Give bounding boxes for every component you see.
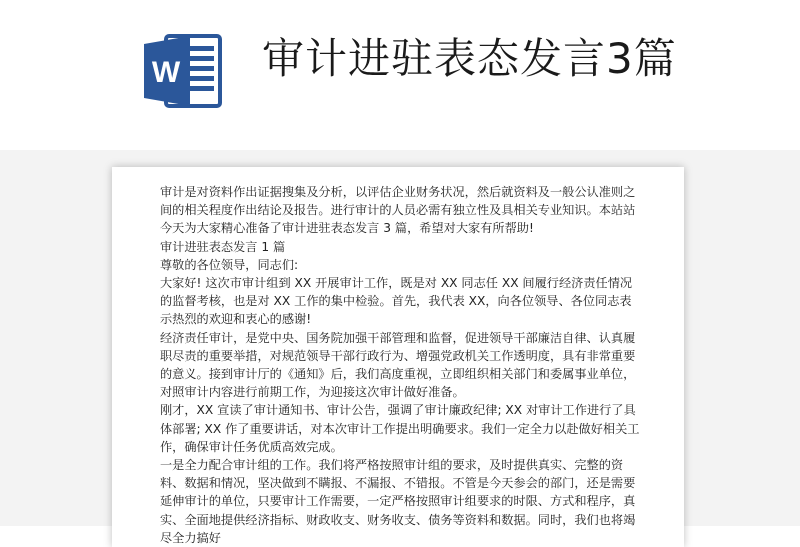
word-icon-letter: W <box>151 56 181 89</box>
document-body <box>160 183 640 547</box>
paragraph-intro: 审计是对资料作出证据搜集及分析，以评估企业财务状况，然后就资料及一般公认准则之间的相关程度作出结论及报告。进行审计的人员必需有独立性及具相关专业知识。本站站今天为大家精心准备了审计进驻表态发言 3 篇，希望对大家有所帮助! <box>160 185 636 236</box>
paragraph-meeting: 刚才，XX 宣读了审计通知书、审计公告，强调了审计廉政纪律; XX 对审计工作进行了具体部署; XX 作了重要讲话，对本次审计工作提出明确要求。我们一定全力以赴做好相关工作，确保审计任务优质高效完成。 <box>160 403 640 454</box>
paragraph-salutation: 尊敬的各位领导，同志们: <box>160 257 299 272</box>
page-title: 审计进驻表态发言3篇 <box>262 34 677 83</box>
paragraph-significance: 经济责任审计，是党中央、国务院加强干部管理和监督，促进领导干部廉洁自律、认真履职尽责的重要举措，对规范领导干部行政行为、增强党政机关工作透明度，具有非常重要的意义。接到审计厅的《通知》后，我们高度重视，立即组织相关部门和委属事业单位，对照审计内容进行前期工作，为迎接这次审计做好准备。 <box>160 330 636 400</box>
paragraph-point-one: 一是全力配合审计组的工作。我们将严格按照审计组的要求，及时提供真实、完整的资料、数据和情况，坚决做到不瞒报、不漏报、不错报。不管是今天参会的部门，还是需要延伸审计的单位，只要审计工作需要，一定严格按照审计组要求的时限、方式和程序，真实、全面地提供经济指标、财政收支、财务收支、债务等资料和数据。同时，我们也将竭尽全力搞好 <box>160 458 636 545</box>
header-banner <box>0 0 800 150</box>
paragraph-welcome: 大家好! 这次市审计组到 XX 开展审计工作，既是对 XX 同志任 XX 间履行经济责任情况的监督考核，也是对 XX 工作的集中检验。首先，我代表 XX，向各位领导、各位同志表示热烈的欢迎和衷心的感谢! <box>160 276 633 327</box>
paragraph-heading: 审计进驻表态发言 1 篇 <box>160 239 286 254</box>
word-document-icon <box>142 30 224 112</box>
